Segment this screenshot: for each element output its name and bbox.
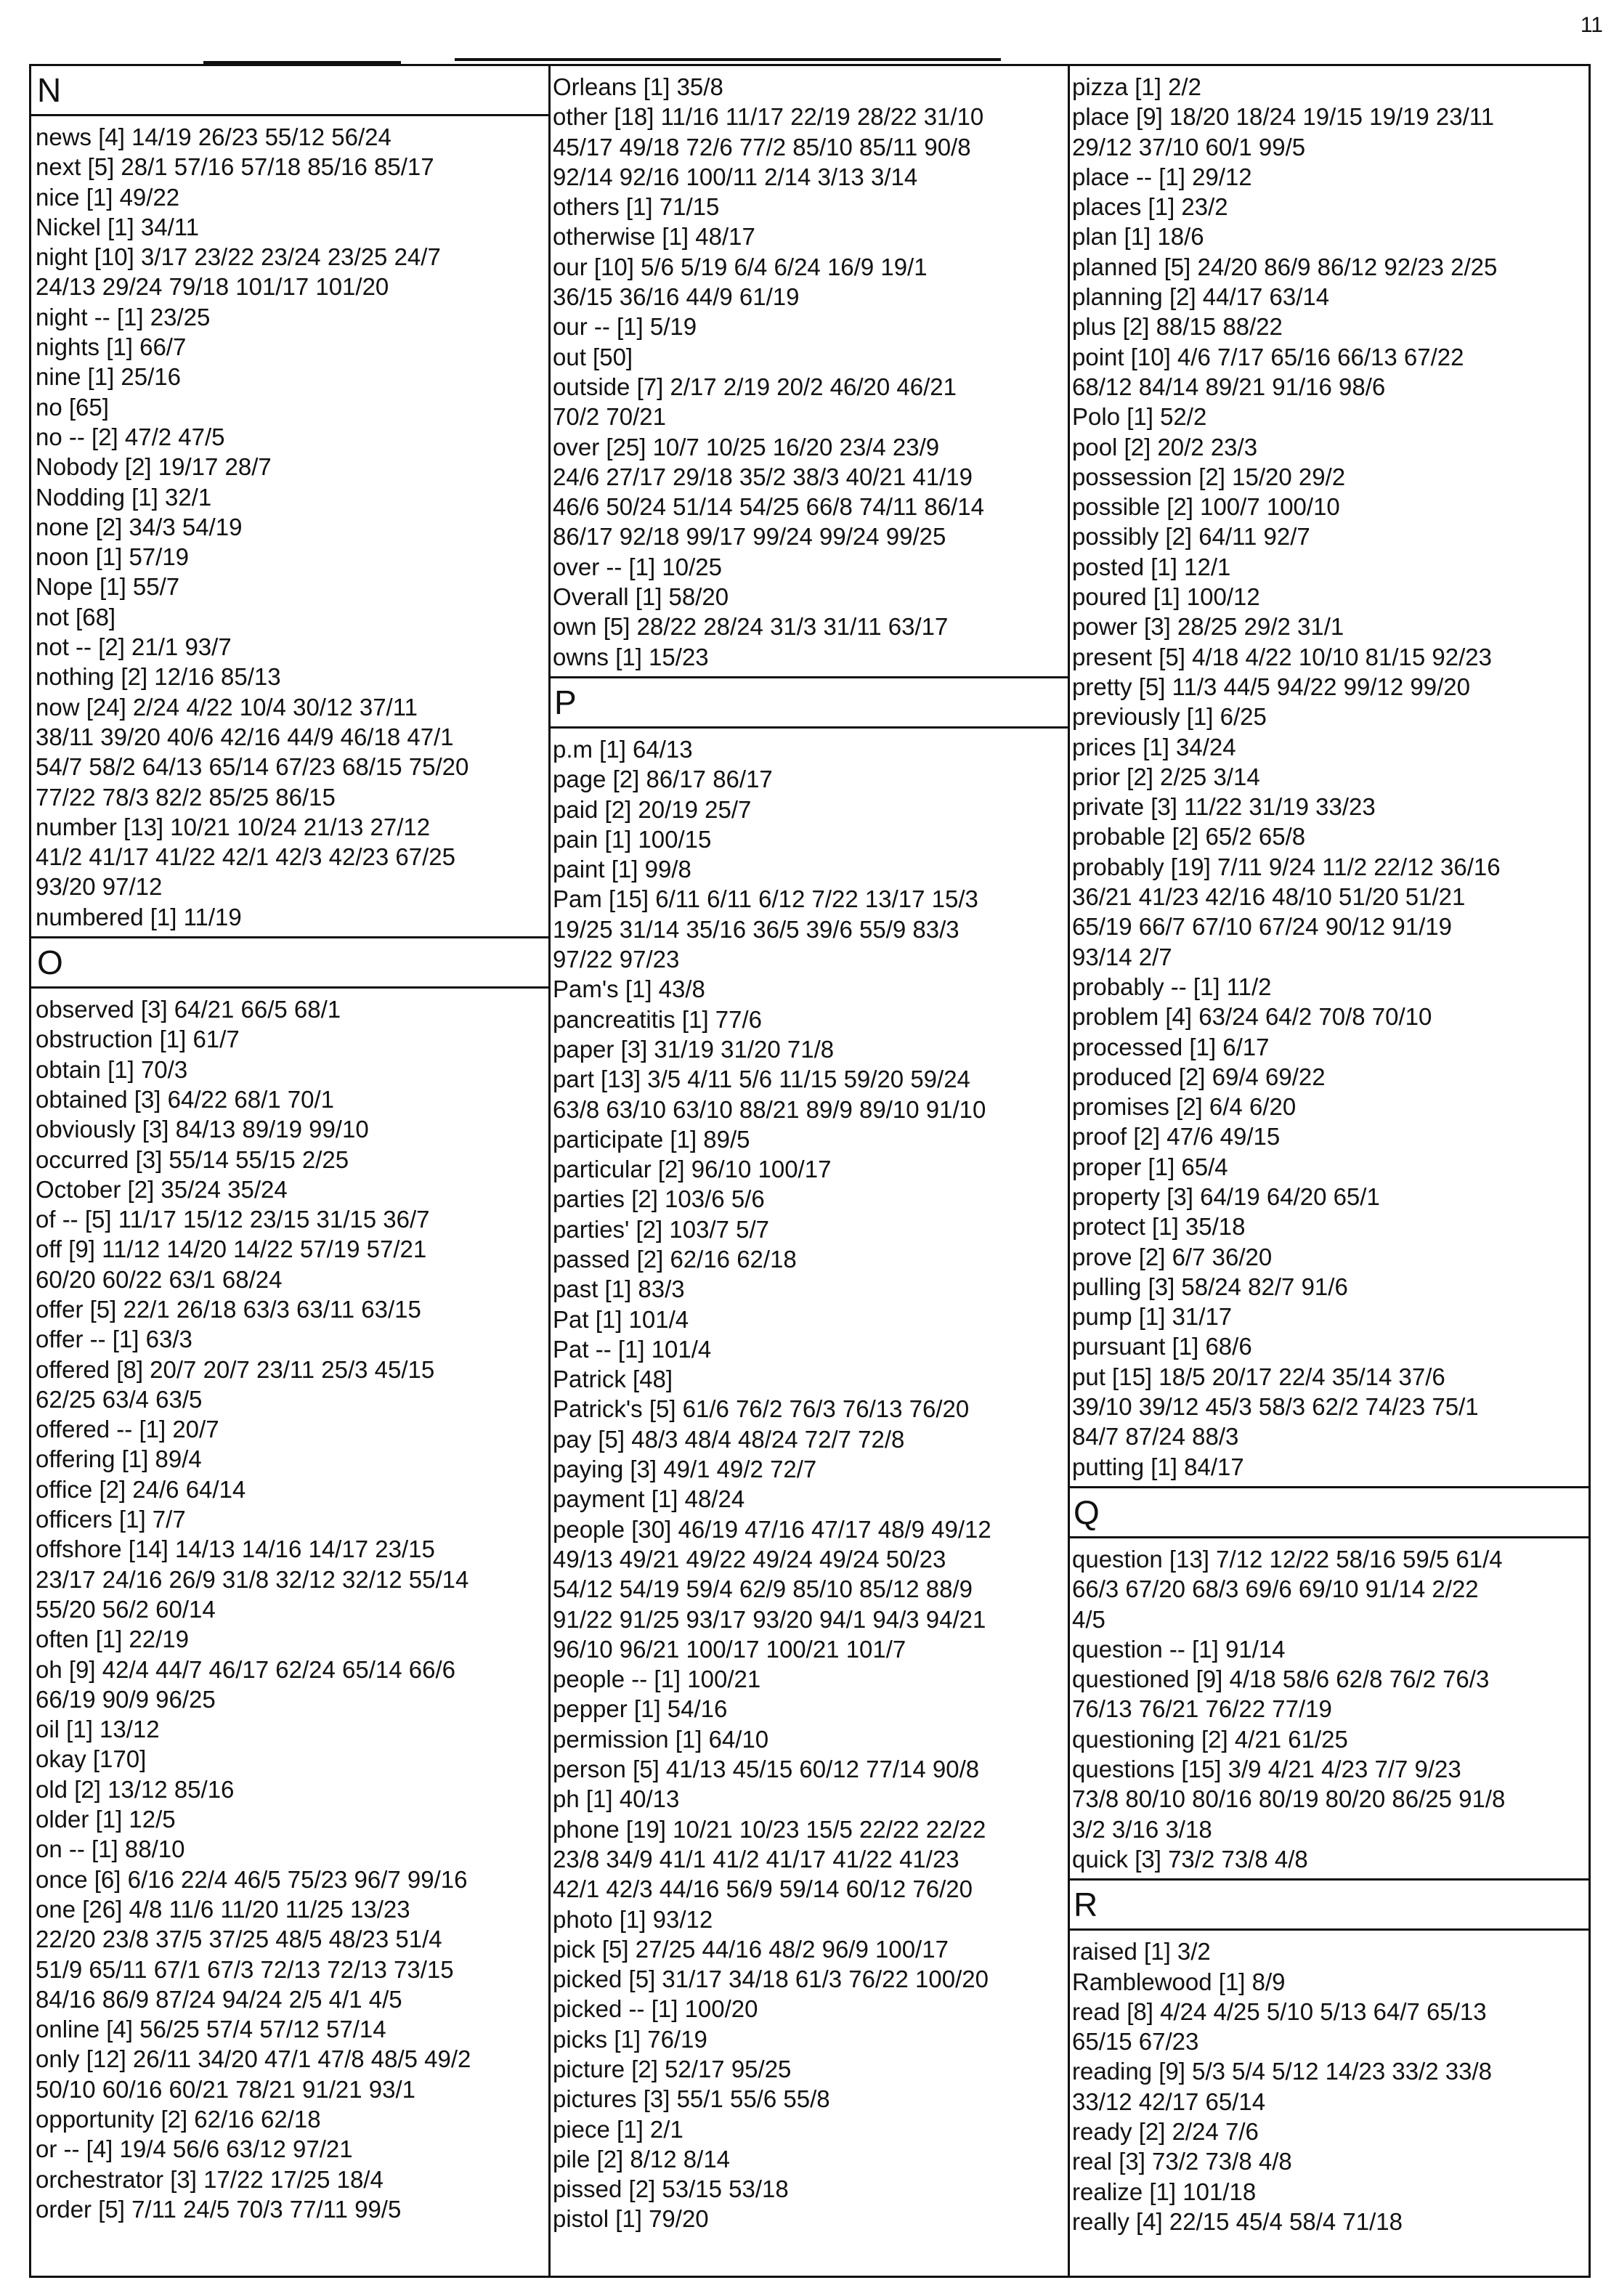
index-entry-continuation: 66/19 90/9 96/25	[36, 1685, 216, 1713]
index-entry: people -- [1] 100/21	[553, 1666, 761, 1693]
index-entry: plan [1] 18/6	[1072, 223, 1204, 251]
index-entry: reading [9] 5/3 5/4 5/12 14/23 33/2 33/8	[1072, 2058, 1492, 2085]
index-entry-continuation: 73/8 80/10 80/16 80/19 80/20 86/25 91/8	[1072, 1785, 1506, 1813]
index-entry: proof [2] 47/6 49/15	[1072, 1123, 1281, 1151]
index-entry: offered [8] 20/7 20/7 23/11 25/3 45/15	[36, 1355, 435, 1383]
index-entry-continuation: 65/19 66/7 67/10 67/24 90/12 91/19	[1072, 913, 1452, 941]
index-entry: Nickel [1] 34/11	[36, 213, 200, 240]
index-entry: p.m [1] 64/13	[553, 735, 693, 763]
index-entry: probable [2] 65/2 65/8	[1072, 823, 1306, 851]
index-entry: opportunity [2] 62/16 62/18	[36, 2106, 321, 2133]
index-entry: October [2] 35/24 35/24	[36, 1175, 288, 1203]
index-entry-continuation: 3/2 3/16 3/18	[1072, 1815, 1212, 1843]
index-entry: raised [1] 3/2	[1072, 1938, 1211, 1966]
index-entry: payment [1] 48/24	[553, 1485, 745, 1513]
index-entry-continuation: 84/7 87/24 88/3	[1072, 1423, 1239, 1451]
index-entry: pepper [1] 54/16	[553, 1695, 728, 1723]
index-entry-continuation: 46/6 50/24 51/14 54/25 66/8 74/11 86/14	[553, 493, 984, 521]
index-entry: nine [1] 25/16	[36, 363, 181, 391]
index-entry: offer [5] 22/1 26/18 63/3 63/11 63/15	[36, 1295, 421, 1323]
index-entry: people [30] 46/19 47/16 47/17 48/9 49/12	[553, 1515, 991, 1543]
index-entry: probably -- [1] 11/2	[1072, 973, 1272, 1000]
index-entry-continuation: 38/11 39/20 40/6 42/16 44/9 46/18 47/1	[36, 723, 454, 750]
index-column-1	[31, 66, 551, 2276]
index-entry: probably [19] 7/11 9/24 11/2 22/12 36/16	[1072, 853, 1501, 880]
index-entry-continuation: 76/13 76/21 76/22 77/19	[1072, 1695, 1332, 1723]
index-entry: possibly [2] 64/11 92/7	[1072, 523, 1310, 551]
index-entry: offered -- [1] 20/7	[36, 1416, 219, 1443]
index-entry: passed [2] 62/16 62/18	[553, 1245, 797, 1273]
index-entry: outside [7] 2/17 2/19 20/2 46/20 46/21	[553, 373, 957, 400]
index-entry: pizza [1] 2/2	[1072, 73, 1201, 100]
index-entry: number [13] 10/21 10/24 21/13 27/12	[36, 813, 431, 840]
index-entry-continuation: 36/21 41/23 42/16 48/10 51/20 51/21	[1072, 883, 1466, 911]
index-entry-continuation: 55/20 56/2 60/14	[36, 1595, 216, 1623]
index-entry: Pam [15] 6/11 6/11 6/12 7/22 13/17 15/3	[553, 885, 978, 913]
index-entry-list	[31, 989, 548, 2228]
index-entry: owns [1] 15/23	[553, 643, 709, 670]
index-entry: not -- [2] 21/1 93/7	[36, 633, 232, 661]
index-entry: paying [3] 49/1 49/2 72/7	[553, 1456, 817, 1483]
index-entry: promises [2] 6/4 6/20	[1072, 1093, 1297, 1121]
index-entry: prices [1] 34/24	[1072, 733, 1236, 760]
index-entry: past [1] 83/3	[553, 1275, 685, 1303]
index-entry: Patrick's [5] 61/6 76/2 76/3 76/13 76/20	[553, 1395, 970, 1423]
index-entry: person [5] 41/13 45/15 60/12 77/14 90/8	[553, 1756, 980, 1783]
index-entry: obstruction [1] 61/7	[36, 1026, 240, 1053]
index-entry: Patrick [48]	[553, 1366, 673, 1393]
index-entry-continuation: 41/2 41/17 41/22 42/1 42/3 42/23 67/25	[36, 843, 456, 871]
index-entry: offshore [14] 14/13 14/16 14/17 23/15	[36, 1536, 435, 1563]
index-entry: okay [170]	[36, 1745, 147, 1773]
index-entry: poured [1] 100/12	[1072, 583, 1260, 611]
index-entry: Pat [1] 101/4	[553, 1305, 689, 1333]
index-entry: officers [1] 7/7	[36, 1506, 186, 1533]
index-entry: pancreatitis [1] 77/6	[553, 1005, 763, 1033]
index-entry-continuation: 96/10 96/21 100/17 100/21 101/7	[553, 1635, 906, 1663]
index-entry: picture [2] 52/17 95/25	[553, 2056, 792, 2082]
index-entry-list	[31, 116, 548, 936]
index-entry: obtain [1] 70/3	[36, 1055, 188, 1083]
index-entry: not [68]	[36, 603, 116, 630]
index-entry: paid [2] 20/19 25/7	[553, 795, 752, 823]
index-entry-continuation: 23/17 24/16 26/9 31/8 32/12 32/12 55/14	[36, 1565, 469, 1593]
index-entry-continuation: 70/2 70/21	[553, 403, 666, 431]
section-header-r: R	[1068, 1878, 1588, 1931]
index-entry: quick [3] 73/2 73/8 4/8	[1072, 1845, 1308, 1873]
index-entry: Nobody [2] 19/17 28/7	[36, 453, 272, 481]
index-entry: point [10] 4/6 7/17 65/16 66/13 67/22	[1072, 343, 1464, 370]
index-entry: problem [4] 63/24 64/2 70/8 70/10	[1072, 1003, 1432, 1031]
index-entry-continuation: 77/22 78/3 82/2 85/25 86/15	[36, 783, 336, 811]
index-entry: place -- [1] 29/12	[1072, 163, 1252, 190]
index-entry-continuation: 22/20 23/8 37/5 37/25 48/5 48/23 51/4	[36, 1926, 442, 1953]
index-entry: Nope [1] 55/7	[36, 573, 180, 601]
index-entry-continuation: 29/12 37/10 60/1 99/5	[1072, 133, 1306, 161]
index-entry: pain [1] 100/15	[553, 825, 712, 853]
index-entry: questioned [9] 4/18 58/6 62/8 76/2 76/3	[1072, 1666, 1490, 1693]
index-entry: oh [9] 42/4 44/7 46/17 62/24 65/14 66/6	[36, 1655, 455, 1683]
index-entry: part [13] 3/5 4/11 5/6 11/15 59/20 59/24	[553, 1066, 970, 1093]
index-entry: own [5] 28/22 28/24 31/3 31/11 63/17	[553, 613, 949, 641]
index-entry: ph [1] 40/13	[553, 1785, 680, 1813]
section-header-o: O	[31, 936, 548, 989]
index-entry-continuation: 84/16 86/9 87/24 94/24 2/5 4/1 4/5	[36, 1985, 402, 2013]
index-entry: real [3] 73/2 73/8 4/8	[1072, 2148, 1292, 2175]
index-entry: once [6] 6/16 22/4 46/5 75/23 96/7 99/16	[36, 1865, 468, 1893]
index-entry-list	[1068, 66, 1588, 1486]
index-entry: pretty [5] 11/3 44/5 94/22 99/12 99/20	[1072, 673, 1470, 700]
index-entry: really [4] 22/15 45/4 58/4 71/18	[1072, 2207, 1403, 2235]
index-entry: orchestrator [3] 17/22 17/25 18/4	[36, 2165, 384, 2193]
index-entry: photo [1] 93/12	[553, 1905, 713, 1933]
index-entry: picks [1] 76/19	[553, 2025, 707, 2053]
index-entry: night -- [1] 23/25	[36, 303, 211, 330]
index-entry: possible [2] 100/7 100/10	[1072, 493, 1340, 521]
index-entry: old [2] 13/12 85/16	[36, 1775, 235, 1803]
index-entry: questions [15] 3/9 4/21 4/23 7/7 9/23	[1072, 1756, 1461, 1783]
index-entry: paint [1] 99/8	[553, 856, 691, 883]
index-entry: pile [2] 8/12 8/14	[553, 2145, 731, 2173]
index-entry: on -- [1] 88/10	[36, 1835, 185, 1863]
section-header-p: P	[548, 676, 1068, 729]
index-entry: oil [1] 13/12	[36, 1716, 160, 1743]
index-entry: page [2] 86/17 86/17	[553, 766, 773, 793]
index-entry: Polo [1] 52/2	[1072, 403, 1207, 431]
index-entry-continuation: 49/13 49/21 49/22 49/24 49/24 50/23	[553, 1545, 946, 1573]
index-entry: of -- [5] 11/17 15/12 23/15 31/15 36/7	[36, 1206, 430, 1233]
index-entry: Orleans [1] 35/8	[553, 73, 723, 100]
index-entry: participate [1] 89/5	[553, 1125, 750, 1153]
index-entry: posted [1] 12/1	[1072, 553, 1231, 580]
index-entry: Ramblewood [1] 8/9	[1072, 1968, 1286, 1995]
index-entry: no [65]	[36, 393, 109, 421]
index-entry: pursuant [1] 68/6	[1072, 1333, 1252, 1360]
index-entry: Pam's [1] 43/8	[553, 975, 705, 1003]
index-entry-continuation: 45/17 49/18 72/6 77/2 85/10 85/11 90/8	[553, 133, 971, 161]
index-entry: pool [2] 20/2 23/3	[1072, 433, 1258, 461]
index-entry: nothing [2] 12/16 85/13	[36, 663, 281, 691]
index-entry: office [2] 24/6 64/14	[36, 1475, 246, 1503]
index-entry-list	[548, 729, 1068, 2239]
index-entry: questioning [2] 4/21 61/25	[1072, 1725, 1348, 1753]
index-entry: Overall [1] 58/20	[553, 583, 729, 611]
index-entry: occurred [3] 55/14 55/15 2/25	[36, 1145, 349, 1173]
index-entry: private [3] 11/22 31/19 33/23	[1072, 793, 1376, 821]
index-entry: order [5] 7/11 24/5 70/3 77/11 99/5	[36, 2195, 402, 2223]
index-entry: pistol [1] 79/20	[553, 2205, 709, 2233]
index-entry-continuation: 24/6 27/17 29/18 35/2 38/3 40/21 41/19	[553, 463, 973, 490]
index-entry: particular [2] 96/10 100/17	[553, 1156, 832, 1183]
index-entry: night [10] 3/17 23/22 23/24 23/25 24/7	[36, 243, 441, 271]
index-entry: planning [2] 44/17 63/14	[1072, 283, 1330, 311]
index-entry: now [24] 2/24 4/22 10/4 30/12 37/11	[36, 693, 418, 721]
index-entry: our [10] 5/6 5/19 6/4 6/24 16/9 19/1	[553, 253, 928, 280]
index-entry: picked -- [1] 100/20	[553, 1995, 758, 2023]
index-entry: other [18] 11/16 11/17 22/19 28/22 31/10	[553, 103, 984, 131]
index-entry: no -- [2] 47/2 47/5	[36, 423, 225, 450]
index-entry-continuation: 19/25 31/14 35/16 36/5 39/6 55/9 83/3	[553, 915, 959, 943]
index-entry: plus [2] 88/15 88/22	[1072, 313, 1283, 341]
index-entry-list	[548, 66, 1068, 676]
index-entry: often [1] 22/19	[36, 1626, 190, 1653]
index-entry: read [8] 4/24 4/25 5/10 5/13 64/7 65/13	[1072, 1997, 1487, 2025]
index-entry: paper [3] 31/19 31/20 71/8	[553, 1035, 835, 1063]
index-entry-continuation: 50/10 60/16 60/21 78/21 91/21 93/1	[36, 2075, 415, 2103]
index-page	[29, 64, 1591, 2278]
index-entry: parties [2] 103/6 5/6	[553, 1185, 765, 1213]
index-entry: question [13] 7/12 12/22 58/16 59/5 61/4	[1072, 1545, 1503, 1573]
index-entry-list	[1068, 1931, 1588, 2241]
index-entry: putting [1] 84/17	[1072, 1453, 1244, 1480]
index-entry: others [1] 71/15	[553, 193, 720, 221]
index-entry-continuation: 65/15 67/23	[1072, 2028, 1199, 2056]
index-entry: noon [1] 57/19	[36, 543, 190, 571]
index-entry-continuation: 63/8 63/10 63/10 88/21 89/9 89/10 91/10	[553, 1095, 986, 1123]
index-entry: pissed [2] 53/15 53/18	[553, 2175, 789, 2203]
index-entry: protect [1] 35/18	[1072, 1213, 1246, 1241]
index-entry-continuation: 68/12 84/14 89/21 91/16 98/6	[1072, 373, 1386, 400]
index-entry: places [1] 23/2	[1072, 193, 1228, 221]
page-number: 11	[1580, 13, 1603, 37]
index-entry: nice [1] 49/22	[36, 183, 180, 211]
index-entry: Pat -- [1] 101/4	[553, 1335, 712, 1363]
index-entry: pick [5] 27/25 44/16 48/2 96/9 100/17	[553, 1935, 949, 1963]
index-entry-continuation: 42/1 42/3 44/16 56/9 59/14 60/12 76/20	[553, 1875, 973, 1903]
index-entry: ready [2] 2/24 7/6	[1072, 2118, 1259, 2145]
index-entry: or -- [4] 19/4 56/6 63/12 97/21	[36, 2135, 353, 2163]
index-column-2	[548, 66, 1070, 2276]
index-entry-continuation: 4/5	[1072, 1605, 1105, 1633]
index-entry-continuation: 33/12 42/17 65/14	[1072, 2088, 1266, 2115]
index-entry-continuation: 93/14 2/7	[1072, 943, 1172, 970]
index-entry: obviously [3] 84/13 89/19 99/10	[36, 1116, 369, 1143]
index-entry: put [15] 18/5 20/17 22/4 35/14 37/6	[1072, 1363, 1445, 1390]
index-column-3	[1068, 66, 1588, 2276]
index-entry-continuation: 23/8 34/9 41/1 41/2 41/17 41/22 41/23	[553, 1845, 959, 1873]
index-entry: over -- [1] 10/25	[553, 553, 722, 580]
index-entry: offer -- [1] 63/3	[36, 1326, 192, 1353]
index-entry: news [4] 14/19 26/23 55/12 56/24	[36, 123, 391, 150]
index-entry-continuation: 54/12 54/19 59/4 62/9 85/10 85/12 88/9	[553, 1575, 973, 1603]
index-entry: permission [1] 64/10	[553, 1725, 769, 1753]
section-header-q: Q	[1068, 1486, 1588, 1538]
index-entry: processed [1] 6/17	[1072, 1033, 1270, 1060]
index-entry: piece [1] 2/1	[553, 2115, 683, 2143]
index-entry: pictures [3] 55/1 55/6 55/8	[553, 2085, 830, 2113]
index-entry: prove [2] 6/7 36/20	[1072, 1243, 1273, 1270]
index-entry: off [9] 11/12 14/20 14/22 57/19 57/21	[36, 1236, 427, 1263]
index-entry-continuation: 91/22 91/25 93/17 93/20 94/1 94/3 94/21	[553, 1605, 986, 1633]
index-entry: planned [5] 24/20 86/9 86/12 92/23 2/25	[1072, 253, 1498, 280]
index-entry: possession [2] 15/20 29/2	[1072, 463, 1346, 490]
index-entry-continuation: 54/7 58/2 64/13 65/14 67/23 68/15 75/20	[36, 753, 469, 781]
index-entry: out [50]	[553, 343, 633, 370]
index-entry: pump [1] 31/17	[1072, 1303, 1233, 1331]
index-entry: online [4] 56/25 57/4 57/12 57/14	[36, 2016, 386, 2043]
index-entry-continuation: 60/20 60/22 63/1 68/24	[36, 1265, 283, 1293]
index-entry: otherwise [1] 48/17	[553, 223, 755, 251]
index-entry: pulling [3] 58/24 82/7 91/6	[1072, 1273, 1348, 1300]
index-entry-continuation: 86/17 92/18 99/17 99/24 99/24 99/25	[553, 523, 946, 551]
index-entry: question -- [1] 91/14	[1072, 1635, 1286, 1663]
index-entry: pay [5] 48/3 48/4 48/24 72/7 72/8	[553, 1425, 905, 1453]
index-entry-continuation: 93/20 97/12	[36, 873, 163, 901]
index-entry: realize [1] 101/18	[1072, 2178, 1257, 2205]
index-entry: phone [19] 10/21 10/23 15/5 22/22 22/22	[553, 1815, 986, 1843]
section-header-n: N	[31, 66, 548, 116]
index-entry: power [3] 28/25 29/2 31/1	[1072, 613, 1344, 641]
index-entry: property [3] 64/19 64/20 65/1	[1072, 1183, 1380, 1210]
index-entry: none [2] 34/3 54/19	[36, 513, 243, 540]
index-entry: next [5] 28/1 57/16 57/18 85/16 85/17	[36, 153, 434, 181]
index-entry: our -- [1] 5/19	[553, 313, 697, 341]
index-entry-continuation: 92/14 92/16 100/11 2/14 3/13 3/14	[553, 163, 918, 190]
top-rule-right	[455, 58, 1001, 61]
index-entry: one [26] 4/8 11/6 11/20 11/25 13/23	[36, 1895, 410, 1923]
index-entry: numbered [1] 11/19	[36, 903, 242, 930]
index-entry: parties' [2] 103/7 5/7	[553, 1215, 769, 1243]
index-entry: proper [1] 65/4	[1072, 1153, 1228, 1180]
index-entry-continuation: 62/25 63/4 63/5	[36, 1385, 203, 1413]
index-entry: picked [5] 31/17 34/18 61/3 76/22 100/20	[553, 1966, 989, 1993]
index-entry: present [5] 4/18 4/22 10/10 81/15 92/23	[1072, 643, 1492, 670]
index-entry-continuation: 66/3 67/20 68/3 69/6 69/10 91/14 2/22	[1072, 1575, 1479, 1603]
index-entry: Nodding [1] 32/1	[36, 483, 212, 511]
index-entry: over [25] 10/7 10/25 16/20 23/4 23/9	[553, 433, 940, 461]
index-entry-continuation: 51/9 65/11 67/1 67/3 72/13 72/13 73/15	[36, 1955, 454, 1983]
index-entry: observed [3] 64/21 66/5 68/1	[36, 996, 341, 1023]
index-entry-continuation: 97/22 97/23	[553, 946, 680, 973]
index-entry: nights [1] 66/7	[36, 333, 187, 361]
index-entry-list	[1068, 1538, 1588, 1878]
index-entry-continuation: 36/15 36/16 44/9 61/19	[553, 283, 800, 311]
index-entry-continuation: 24/13 29/24 79/18 101/17 101/20	[36, 273, 389, 301]
index-entry: offering [1] 89/4	[36, 1445, 202, 1473]
index-entry: obtained [3] 64/22 68/1 70/1	[36, 1085, 335, 1113]
index-entry: place [9] 18/20 18/24 19/15 19/19 23/11	[1072, 103, 1495, 131]
index-entry-continuation: 39/10 39/12 45/3 58/3 62/2 74/23 75/1	[1072, 1393, 1479, 1421]
index-entry: produced [2] 69/4 69/22	[1072, 1063, 1326, 1090]
index-entry: older [1] 12/5	[36, 1806, 176, 1833]
index-entry: only [12] 26/11 34/20 47/1 47/8 48/5 49/2	[36, 2045, 471, 2073]
index-entry: prior [2] 2/25 3/14	[1072, 763, 1260, 790]
index-entry: previously [1] 6/25	[1072, 703, 1267, 731]
